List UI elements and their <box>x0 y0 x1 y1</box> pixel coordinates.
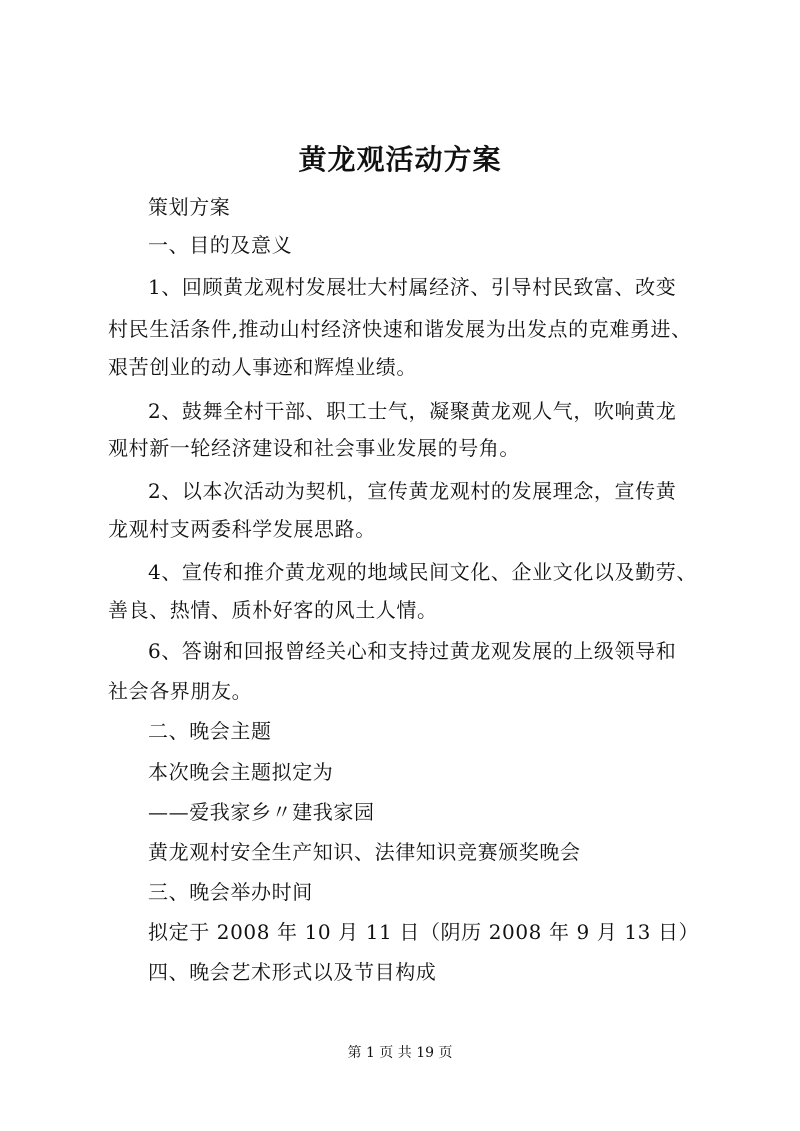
paragraph-line: 4、宣传和推介黄龙观的地域民间文化、企业文化以及勤劳、 <box>148 560 697 584</box>
paragraph-line: 善良、热情、质朴好客的风土人情。 <box>108 598 438 622</box>
paragraph-line: 观村新一轮经济建设和社会事业发展的号角。 <box>108 436 520 460</box>
section-heading: 一、目的及意义 <box>148 233 293 257</box>
paragraph-line: 艰苦创业的动人事迹和辉煌业绩。 <box>108 355 417 379</box>
paragraph-line: ——爱我家乡〃建我家园 <box>148 800 375 824</box>
paragraph-line: 2、鼓舞全村干部、职工士气，凝聚黄龙观人气，吹响黄龙 <box>148 399 677 423</box>
paragraph-line: 拟定于 2008 年 10 月 11 日（阴历 2008 年 9 月 13 日） <box>148 920 700 944</box>
paragraph-line: 社会各界朋友。 <box>108 679 253 703</box>
paragraph-line: 2、以本次活动为契机，宣传黄龙观村的发展理念，宣传黄 <box>148 479 677 503</box>
paragraph-line: 龙观村支两委科学发展思路。 <box>108 517 376 541</box>
paragraph-line: 策划方案 <box>148 195 231 219</box>
section-heading: 三、晚会举办时间 <box>148 880 313 904</box>
paragraph-line: 1、回顾黄龙观村发展壮大村属经济、引导村民致富、改变 <box>148 275 677 299</box>
paragraph-line: 6、答谢和回报曾经关心和支持过黄龙观发展的上级领导和 <box>148 639 677 663</box>
paragraph-line: 黄龙观村安全生产知识、法律知识竞赛颁奖晚会 <box>148 840 581 864</box>
section-heading: 二、晚会主题 <box>148 719 272 743</box>
document-title: 黄龙观活动方案 <box>298 143 502 176</box>
section-heading: 四、晚会艺术形式以及节目构成 <box>148 960 437 984</box>
page-footer: 第 1 页 共 19 页 <box>347 1045 453 1061</box>
paragraph-line: 村民生活条件,推动山村经济快速和谐发展为出发点的克难勇进、 <box>108 317 692 341</box>
paragraph-line: 本次晚会主题拟定为 <box>148 760 334 784</box>
